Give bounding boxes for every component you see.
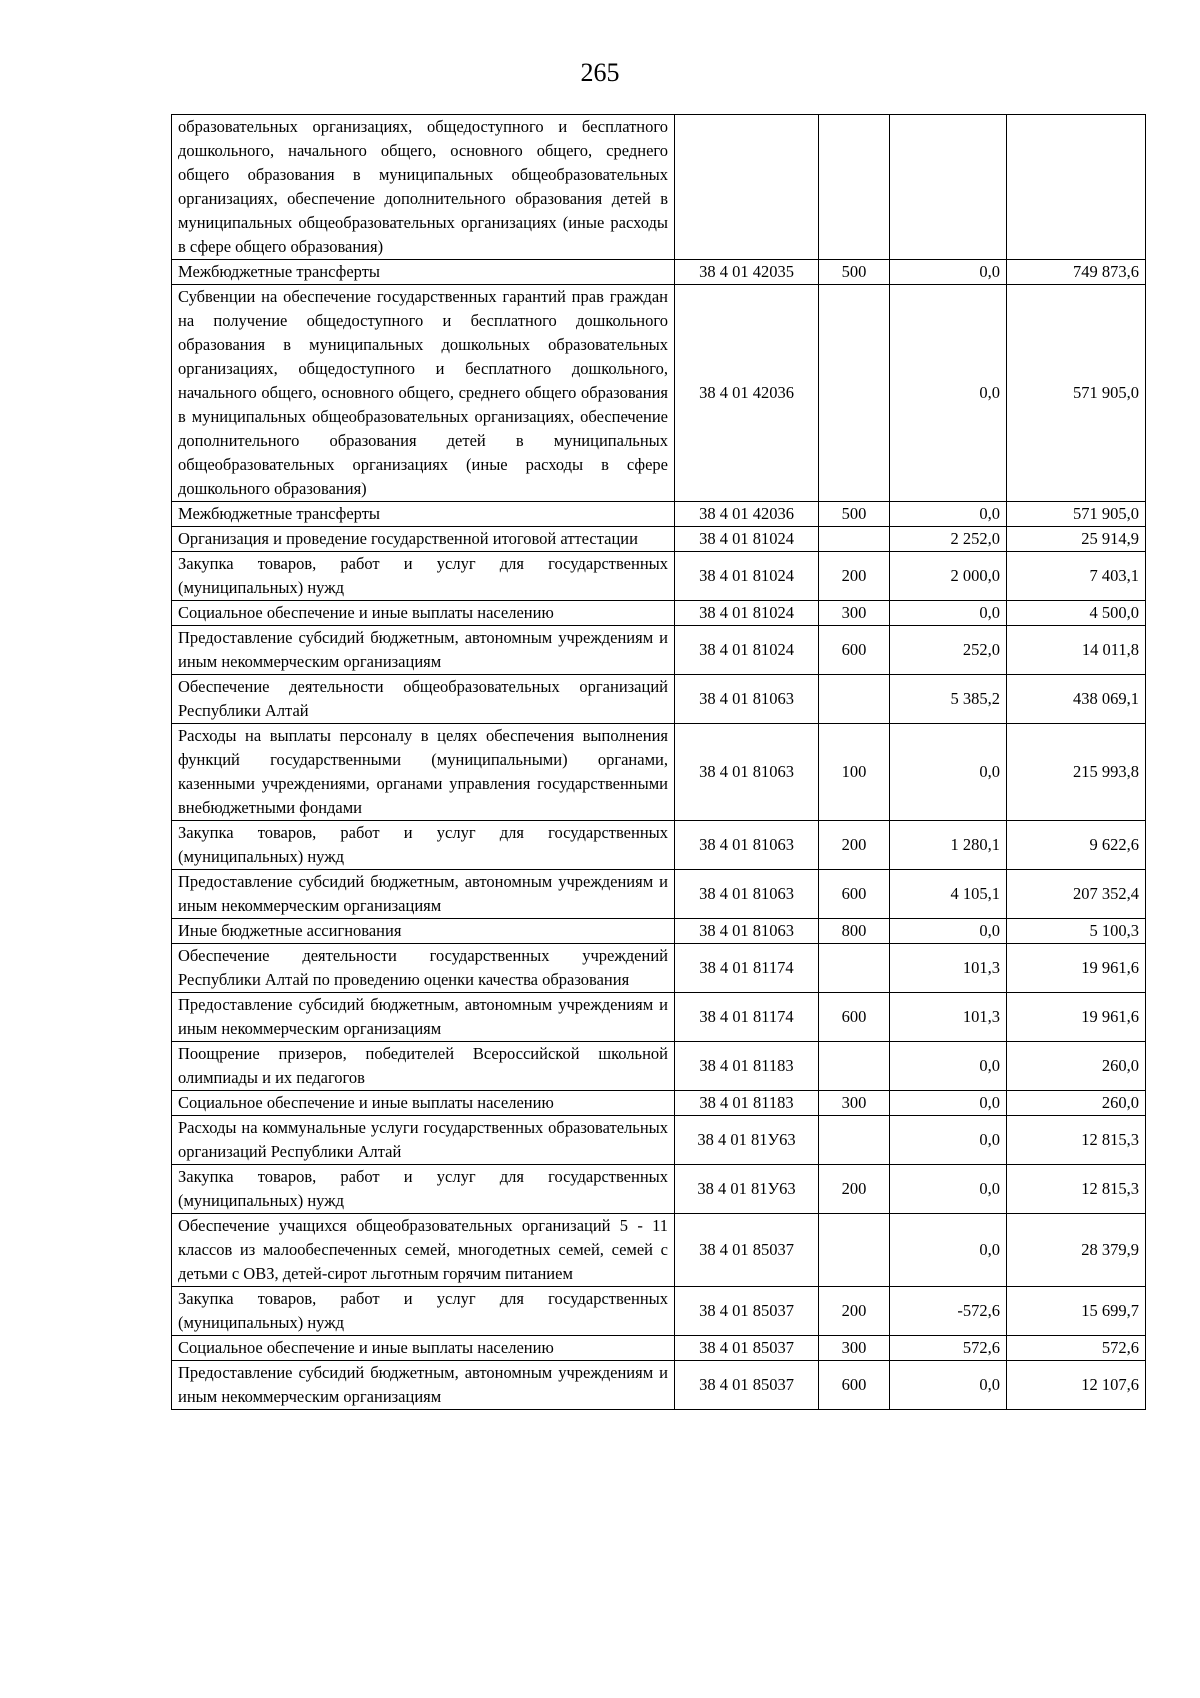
table-row <box>172 675 1146 724</box>
row-name: Социальное обеспечение и иные выплаты населению <box>172 1091 675 1116</box>
table-row <box>172 919 1146 944</box>
row-expense-type <box>819 1042 890 1091</box>
row-expense-type <box>819 1116 890 1165</box>
row-name: Социальное обеспечение и иные выплаты населению <box>172 601 675 626</box>
table-row <box>172 944 1146 993</box>
row-change-amount: 0,0 <box>890 260 1007 285</box>
row-total-amount: 12 815,3 <box>1007 1165 1146 1214</box>
table-row <box>172 1165 1146 1214</box>
row-total-amount: 28 379,9 <box>1007 1214 1146 1287</box>
row-name: Предоставление субсидий бюджетным, автономным учреждениям и иным некоммерческим организациям <box>172 626 675 675</box>
row-change-amount: 0,0 <box>890 1091 1007 1116</box>
row-target-code: 38 4 01 81174 <box>675 993 819 1042</box>
row-change-amount: 101,3 <box>890 944 1007 993</box>
row-name: Закупка товаров, работ и услуг для государственных (муниципальных) нужд <box>172 1165 675 1214</box>
row-total-amount: 260,0 <box>1007 1042 1146 1091</box>
row-name: Закупка товаров, работ и услуг для государственных (муниципальных) нужд <box>172 821 675 870</box>
row-change-amount: 0,0 <box>890 1165 1007 1214</box>
table-row <box>172 724 1146 821</box>
row-target-code <box>675 115 819 260</box>
row-change-amount: 0,0 <box>890 601 1007 626</box>
row-expense-type <box>819 944 890 993</box>
row-target-code: 38 4 01 42035 <box>675 260 819 285</box>
row-target-code: 38 4 01 85037 <box>675 1361 819 1410</box>
row-target-code: 38 4 01 42036 <box>675 502 819 527</box>
table-row <box>172 1336 1146 1361</box>
row-total-amount: 19 961,6 <box>1007 993 1146 1042</box>
row-change-amount: 0,0 <box>890 1116 1007 1165</box>
row-name: Расходы на коммунальные услуги государственных образовательных организаций Республики Алтай <box>172 1116 675 1165</box>
row-total-amount: 571 905,0 <box>1007 285 1146 502</box>
row-name: образовательных организациях, общедоступного и бесплатного дошкольного, начального общего, основного общего, среднего общего образования в муниципальных общеобразовательных организациях, обеспечение дополнительного образования детей в муниципальных общеобразовательных организациях (иные расходы в сфере общего образования) <box>172 115 675 260</box>
row-expense-type <box>819 285 890 502</box>
row-change-amount: 4 105,1 <box>890 870 1007 919</box>
table-row <box>172 1287 1146 1336</box>
row-total-amount: 15 699,7 <box>1007 1287 1146 1336</box>
row-expense-type: 300 <box>819 1336 890 1361</box>
row-expense-type <box>819 675 890 724</box>
row-total-amount: 4 500,0 <box>1007 601 1146 626</box>
row-change-amount: 2 252,0 <box>890 527 1007 552</box>
row-expense-type: 500 <box>819 502 890 527</box>
row-expense-type: 300 <box>819 1091 890 1116</box>
row-expense-type: 600 <box>819 870 890 919</box>
row-name: Обеспечение деятельности государственных учреждений Республики Алтай по проведению оценки качества образования <box>172 944 675 993</box>
row-expense-type: 200 <box>819 1287 890 1336</box>
table-row <box>172 1116 1146 1165</box>
row-change-amount: 0,0 <box>890 919 1007 944</box>
row-target-code: 38 4 01 81174 <box>675 944 819 993</box>
row-change-amount: 5 385,2 <box>890 675 1007 724</box>
row-name: Организация и проведение государственной итоговой аттестации <box>172 527 675 552</box>
row-name: Иные бюджетные ассигнования <box>172 919 675 944</box>
row-name: Социальное обеспечение и иные выплаты населению <box>172 1336 675 1361</box>
table-row <box>172 626 1146 675</box>
row-target-code: 38 4 01 81183 <box>675 1091 819 1116</box>
row-change-amount: 572,6 <box>890 1336 1007 1361</box>
row-expense-type: 600 <box>819 1361 890 1410</box>
row-total-amount <box>1007 115 1146 260</box>
row-total-amount: 12 815,3 <box>1007 1116 1146 1165</box>
row-change-amount: 0,0 <box>890 285 1007 502</box>
row-total-amount: 572,6 <box>1007 1336 1146 1361</box>
row-change-amount: 0,0 <box>890 724 1007 821</box>
row-total-amount: 571 905,0 <box>1007 502 1146 527</box>
row-name: Расходы на выплаты персоналу в целях обеспечения выполнения функций государственными (муниципальными) органами, казенными учреждениями, органами управления государственными внебюджетными фондами <box>172 724 675 821</box>
row-expense-type: 500 <box>819 260 890 285</box>
row-expense-type: 200 <box>819 1165 890 1214</box>
row-total-amount: 25 914,9 <box>1007 527 1146 552</box>
row-change-amount: 0,0 <box>890 1214 1007 1287</box>
table-row <box>172 1361 1146 1410</box>
table-row <box>172 260 1146 285</box>
row-target-code: 38 4 01 42036 <box>675 285 819 502</box>
row-total-amount: 5 100,3 <box>1007 919 1146 944</box>
row-target-code: 38 4 01 81024 <box>675 626 819 675</box>
row-total-amount: 749 873,6 <box>1007 260 1146 285</box>
page-number: 265 <box>580 58 620 87</box>
row-name: Предоставление субсидий бюджетным, автономным учреждениям и иным некоммерческим организациям <box>172 870 675 919</box>
row-name: Обеспечение деятельности общеобразовательных организаций Республики Алтай <box>172 675 675 724</box>
row-total-amount: 12 107,6 <box>1007 1361 1146 1410</box>
row-total-amount: 9 622,6 <box>1007 821 1146 870</box>
table-row <box>172 115 1146 260</box>
row-change-amount: 0,0 <box>890 1042 1007 1091</box>
table-row <box>172 821 1146 870</box>
row-change-amount: 1 280,1 <box>890 821 1007 870</box>
row-total-amount: 260,0 <box>1007 1091 1146 1116</box>
row-expense-type: 800 <box>819 919 890 944</box>
row-name: Обеспечение учащихся общеобразовательных организаций 5 - 11 классов из малообеспеченных семей, многодетных семей, семей с детьми с ОВЗ, детей-сирот льготным горячим питанием <box>172 1214 675 1287</box>
row-name: Межбюджетные трансферты <box>172 260 675 285</box>
row-expense-type: 600 <box>819 993 890 1042</box>
row-name: Предоставление субсидий бюджетным, автономным учреждениям и иным некоммерческим организациям <box>172 993 675 1042</box>
row-change-amount <box>890 115 1007 260</box>
row-name: Закупка товаров, работ и услуг для государственных (муниципальных) нужд <box>172 1287 675 1336</box>
row-total-amount: 19 961,6 <box>1007 944 1146 993</box>
row-target-code: 38 4 01 81183 <box>675 1042 819 1091</box>
row-target-code: 38 4 01 81063 <box>675 919 819 944</box>
table-row <box>172 1042 1146 1091</box>
row-name: Закупка товаров, работ и услуг для государственных (муниципальных) нужд <box>172 552 675 601</box>
row-target-code: 38 4 01 85037 <box>675 1336 819 1361</box>
row-name: Субвенции на обеспечение государственных гарантий прав граждан на получение общедоступного и бесплатного дошкольного образования в муниципальных дошкольных образовательных организациях, общедоступного и бесплатного дошкольного, начального общего, основного общего, среднего общего образования в муниципальных общеобразовательных организациях, обеспечение дополнительного образования детей в муниципальных общеобразовательных организациях (иные расходы в сфере дошкольного образования) <box>172 285 675 502</box>
row-change-amount: 0,0 <box>890 1361 1007 1410</box>
row-target-code: 38 4 01 81063 <box>675 724 819 821</box>
row-expense-type: 200 <box>819 552 890 601</box>
row-change-amount: 252,0 <box>890 626 1007 675</box>
row-expense-type <box>819 1214 890 1287</box>
row-name: Межбюджетные трансферты <box>172 502 675 527</box>
table-row <box>172 1214 1146 1287</box>
row-change-amount: -572,6 <box>890 1287 1007 1336</box>
row-target-code: 38 4 01 81024 <box>675 552 819 601</box>
row-expense-type: 200 <box>819 821 890 870</box>
row-expense-type: 300 <box>819 601 890 626</box>
budget-table <box>171 114 1146 1410</box>
row-target-code: 38 4 01 81063 <box>675 870 819 919</box>
table-row <box>172 502 1146 527</box>
row-target-code: 38 4 01 85037 <box>675 1214 819 1287</box>
row-change-amount: 101,3 <box>890 993 1007 1042</box>
row-expense-type: 600 <box>819 626 890 675</box>
row-target-code: 38 4 01 81063 <box>675 675 819 724</box>
table-row <box>172 527 1146 552</box>
row-target-code: 38 4 01 81У63 <box>675 1116 819 1165</box>
row-total-amount: 215 993,8 <box>1007 724 1146 821</box>
table-row <box>172 1091 1146 1116</box>
row-change-amount: 0,0 <box>890 502 1007 527</box>
row-target-code: 38 4 01 81024 <box>675 601 819 626</box>
row-expense-type <box>819 115 890 260</box>
row-expense-type <box>819 527 890 552</box>
row-target-code: 38 4 01 81063 <box>675 821 819 870</box>
row-target-code: 38 4 01 81024 <box>675 527 819 552</box>
row-expense-type: 100 <box>819 724 890 821</box>
row-name: Предоставление субсидий бюджетным, автономным учреждениям и иным некоммерческим организациям <box>172 1361 675 1410</box>
row-total-amount: 7 403,1 <box>1007 552 1146 601</box>
table-row <box>172 285 1146 502</box>
table-row <box>172 601 1146 626</box>
row-change-amount: 2 000,0 <box>890 552 1007 601</box>
row-target-code: 38 4 01 85037 <box>675 1287 819 1336</box>
row-total-amount: 207 352,4 <box>1007 870 1146 919</box>
table-row <box>172 870 1146 919</box>
row-total-amount: 14 011,8 <box>1007 626 1146 675</box>
table-row <box>172 552 1146 601</box>
row-name: Поощрение призеров, победителей Всероссийской школьной олимпиады и их педагогов <box>172 1042 675 1091</box>
row-target-code: 38 4 01 81У63 <box>675 1165 819 1214</box>
table-row <box>172 993 1146 1042</box>
row-total-amount: 438 069,1 <box>1007 675 1146 724</box>
